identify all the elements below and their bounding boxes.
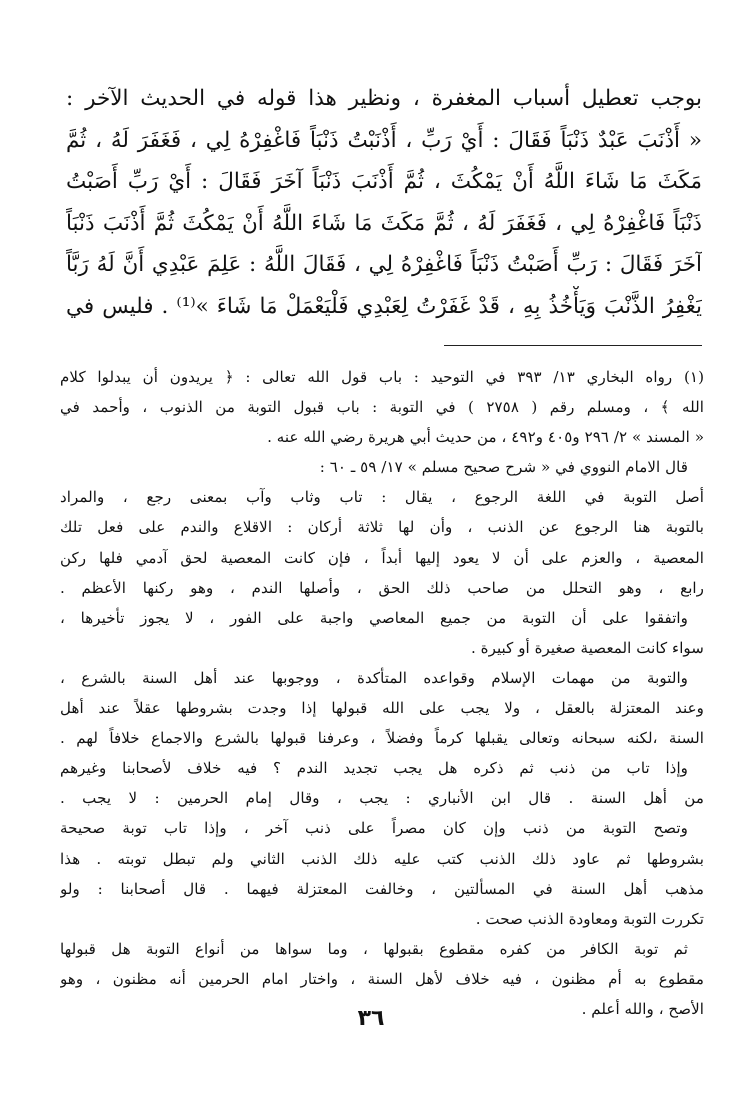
main-text-line: « أَذْنَبَ عَبْدٌ ذَنْبَاً فَقَالَ : أَيْ رَبِّ ، أَذْنَبْتُ ذَنْبَاً فَاغْفِرْهُ لِي ، فَغَفَرَ لَهُ ، ثُمَّ (66, 127, 702, 153)
footnote-line: بالتوبة هنا الرجوع عن الذنب ، وأن لها ثلاثة أركان : الاقلاع والندم على فعل تلك (60, 518, 704, 537)
footnote-line: سواء كانت المعصية صغيرة أو كبيرة . (470, 638, 704, 657)
page-number: ٣٦ (357, 1006, 385, 1031)
main-text-line: آخَرَ فَقَالَ : رَبِّ أَصَبْتُ ذَنْبَاً فَاغْفِرْهُ لِي ، فَقَالَ اللَّهُ : عَلِمَ عَبْدِي أَنَّ لَهُ رَبَّاً (66, 252, 702, 277)
main-text-line: مَكَثَ مَا شَاءَ اللَّهُ أَنْ يَمْكُثَ ، ثُمَّ أَذْنَبَ ذَنْبَاً آخَرَ فَقَالَ : أَيْ رَبِّ أَصَبْتُ (66, 169, 702, 194)
footnote-line: الأصح ، والله أعلم . (581, 999, 704, 1018)
footnote-line: مذهب أهل السنة في المسألتين ، وخالفت المعتزلة فيهما . قال أصحابنا : ولو (60, 879, 704, 898)
footnotes (60, 362, 704, 1024)
footnote-line: قال الامام النووي في « شرح صحيح مسلم » ١٧/ ٥٩ ـ ٦٠ : (319, 458, 688, 477)
footnote-line: « المسند » ٢/ ٢٩٦ و٤٠٥ و٤٩٢ ، من حديث أبي هريرة رضي الله عنه . (267, 428, 704, 447)
footnote-line: والتوبة من مهمات الإسلام وقواعده المتأكدة ، ووجوبها عند أهل السنة بالشرع ، (60, 668, 688, 687)
footnote-line: مقطوع به أم مظنون ، فيه خلاف لأهل السنة ، واختار امام الحرمين أنه مظنون ، وهو (60, 969, 704, 988)
main-body-text (66, 78, 702, 327)
footnote-line: من أهل السنة . قال ابن الأنباري : يجب ، وقال إمام الحرمين : لا يجب . (60, 789, 704, 808)
footnote-line: أصل التوبة في اللغة الرجوع ، يقال : تاب وثاب وآب بمعنى رجع ، والمراد (60, 488, 704, 507)
footnote-line: بشروطها ثم عاود ذلك الذنب كتب عليه ذلك الذنب الثاني ولم تبطل توبته . هذا (60, 849, 704, 868)
main-text-line: بوجب تعطيل أسباب المغفرة ، ونظير هذا قوله في الحديث الآخر : (66, 86, 702, 111)
main-text-line: ذَنْبَاً فَاغْفِرْهُ لِي ، فَغَفَرَ لَهُ ، ثُمَّ مَكَثَ مَا شَاءَ اللَّهُ أَنْ يَمْكُثَ ثُمَّ أَذْنَبَ ذَنْبَاً (66, 210, 702, 236)
footnote-line: السنة ،لكنه سبحانه وتعالى يقبلها كرماً وفضلاً ، وعرفنا قبولها بالشرع والاجماع خلافاً لهم . (60, 729, 704, 748)
footnote-line: وإذا تاب من ذنب ثم ذكره هل يجب تجديد الندم ؟ فيه خلاف لأصحابنا وغيرهم (60, 759, 688, 778)
footnote-line: تكررت التوبة ومعاودة الذنب صحت . (475, 909, 704, 928)
footnote-line: وتصح التوبة من ذنب وإن كان مصراً على ذنب آخر ، وإذا تاب توبة صحيحة (60, 819, 688, 838)
footnote-line: واتفقوا على أن التوبة من جميع المعاصي واجبة على الفور ، لا يجوز تأخيرها ، (60, 608, 688, 627)
footnote-divider (444, 345, 702, 346)
footnote-line: الله ﴾ ، ومسلم رقم ( ٢٧٥٨ ) في التوبة : باب قبول التوبة من الذنوب ، وأحمد في (60, 398, 704, 417)
footnote-line: رابع ، وهو التحلل من صاحب ذلك الحق ، وأصلها الندم ، وهو ركنها الأعظم . (60, 578, 704, 597)
footnote-line: ثم توبة الكافر من كفره مقطوع بقبولها ، وما سواها من أنواع التوبة هل قبولها (60, 939, 688, 958)
footnote-line: وعند المعتزلة بالعقل ، ولا يجب على الله قبولها إذا وجدت بشروطها عقلاً عند أهل (60, 699, 704, 718)
main-text-line: يَغْفِرُ الذَّنْبَ وَيَأْخُذُ بِهِ ، قَدْ غَفَرْتُ لِعَبْدِي فَلْيَعْمَلْ مَا شَاءَ »⁽¹⁾ . فليس في (66, 293, 702, 319)
footnote-line: (١) رواه البخاري ١٣/ ٣٩٣ في التوحيد : باب قول الله تعالى : ﴿ يريدون أن يبدلوا كلام (60, 368, 704, 386)
footnote-line: المعصية ، والعزم على أن لا يعود إليها أبداً ، فإن كانت المعصية لحق آدمي فلها ركن (60, 548, 704, 567)
